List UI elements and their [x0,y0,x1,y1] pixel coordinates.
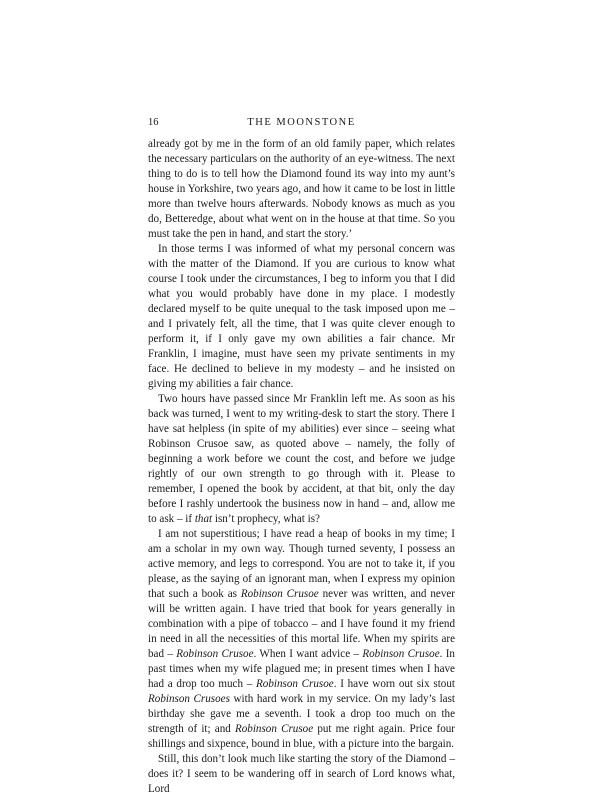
text-run: isn’t prophecy, what is? [212,513,320,525]
italic-text: Robinson Crusoe [176,648,254,660]
running-head [148,117,455,131]
paragraph [148,527,455,752]
text-run: never was written, and never will be written again. I have tried that book for years generally in combination with a pipe of tobacco – and I have found it my friend in need in all the necessities of this mortal life. When my spirits are bad – [148,588,455,660]
italic-text: Robinson Crusoes [148,693,230,705]
text-run: . When I want advice – [253,648,363,660]
body-text [148,137,455,797]
paragraph [148,392,455,527]
text-run: with hard work in my service. On my lady’s last birthday she gave me a seventh. I took a drop too much on the strength of it; and [148,693,455,735]
text-run: put me right again. Price four shillings and sixpence, bound in blue, with a picture into the bargain. [148,723,455,750]
text-run: Two hours have passed since Mr Franklin left me. As soon as his back was turned, I went to my writing-desk to start the story. There I have sat helpless (in spite of my abilities) ever since – seeing what Robinson Crusoe saw, as quoted above – namely, the folly of beginning a work before we count the cost, and before we judge rightly of our own strength to go through with it. Please to remember, I opened the book by accident, at that bit, only the day before I rashly undertook the business now in hand – and, allow me to ask – if [148,393,455,525]
text-run: Still, this don’t look much like starting the story of the Diamond – does it? I seem to be wandering off in search of Lord knows what, Lord [148,753,455,795]
italic-text: that [194,513,213,525]
paragraph [148,242,455,392]
page-number: 16 [148,117,159,128]
italic-text: Robinson Crusoe [240,588,319,600]
text-run: already got by me in the form of an old family paper, which relates the necessary particulars on the authority of an eye-witness. The next thing to do is to tell how the Diamond found its way into my aunt’s house in Yorkshire, two years ago, and how it came to be lost in little more than twelve hours afterwards. Nobody knows as much as you do, Betteredge, about what went on in the house at that time. So you must take the pen in hand, and start the story.’ [148,138,455,240]
italic-text: Robinson Crusoe [362,648,440,660]
text-run: In those terms I was informed of what my personal concern was with the matter of the Diamond. If you are curious to know what course I took under the circumstances, I beg to inform you that I did what you would probably have done in my place. I modestly declared myself to be quite unequal to the task imposed upon me – and I privately felt, all the time, that I was quite clever enough to perform it, if I only gave my own abilities a fair chance. Mr Franklin, I imagine, must have seen my private sentiments in my face. He declined to believe in my modesty – and he insisted on giving my abilities a fair chance. [148,243,455,390]
paragraph [148,752,455,797]
italic-text: Robinson Crusoe [256,678,334,690]
running-title: THE MOONSTONE [247,117,356,128]
text-run: . In past times when my wife plagued me; in present times when I have had a drop too much – [148,648,455,690]
paragraph [148,137,455,242]
italic-text: Robinson Crusoe [234,723,314,735]
text-run: . I have worn out six stout [333,678,455,690]
text-run: I am not superstitious; I have read a heap of books in my time; I am a scholar in my own way. Though turned seventy, I possess an active memory, and legs to correspond. You are not to take it, if you please, as the saying of an ignorant man, when I express my opinion that such a book as [148,528,455,600]
